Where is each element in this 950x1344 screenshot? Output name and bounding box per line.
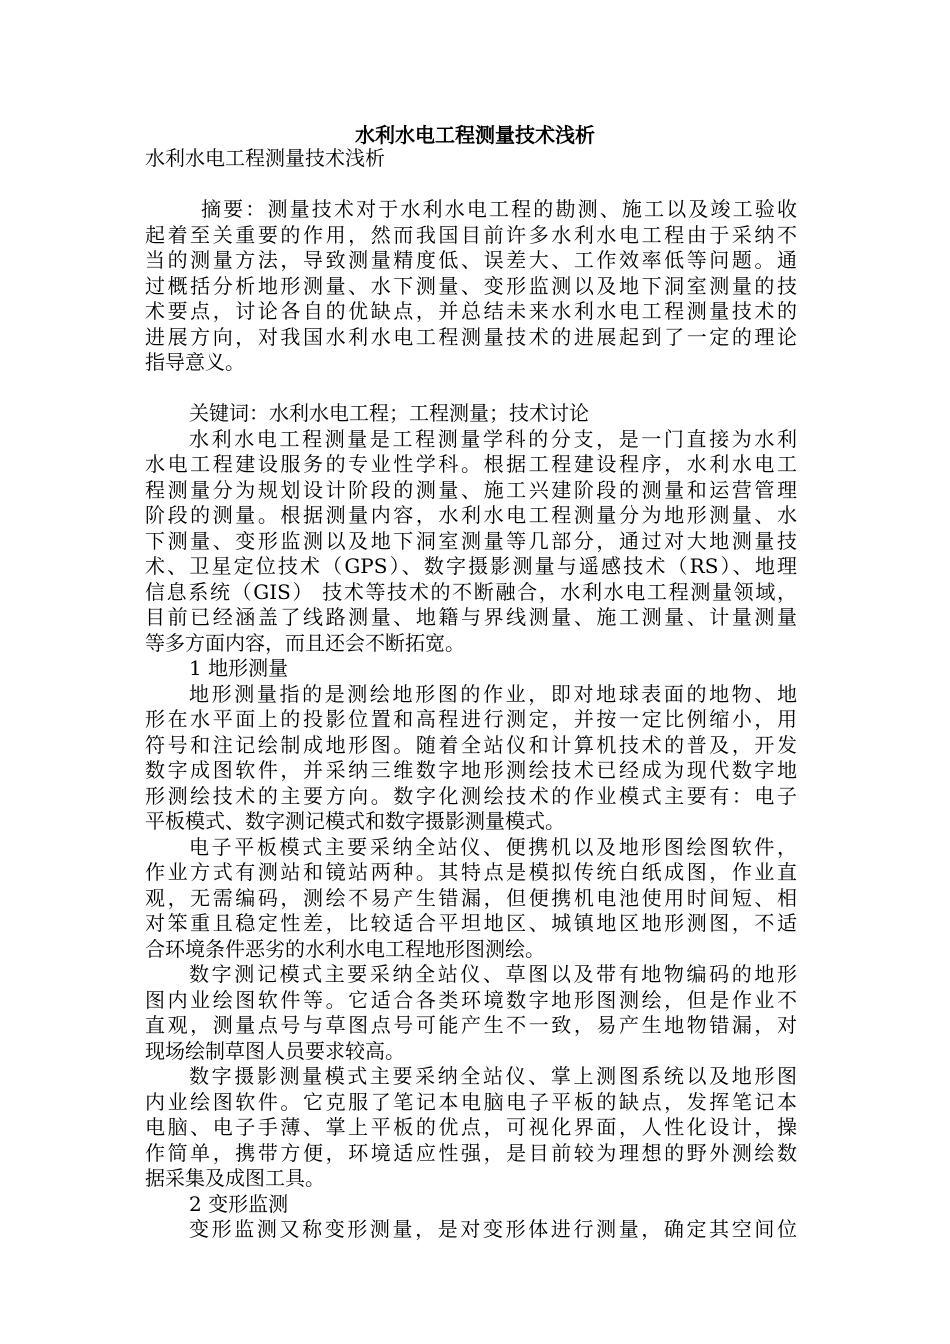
abstract-line: 指导意义。 [145,350,245,374]
paragraph-line: 据采集及成图工具。 [145,1166,325,1190]
paragraph-line: 术、卫星定位技术（GPS）、数字摄影测量与遥感技术（RS）、地理 [145,554,797,578]
document-title: 水利水电工程测量技术浅析 [355,123,595,147]
paragraph-line: 现场绘制草图人员要求较高。 [145,1038,405,1063]
paragraph-line: 内业绘图软件。它克服了笔记本电脑电子平板的缺点，发挥笔记本 [145,1089,797,1114]
paragraph-line: 电脑、电子手薄、掌上平板的优点，可视化界面，人性化设计，操 [145,1115,797,1139]
paragraph-line: 作简单，携带方便，环境适应性强，是目前较为理想的野外测绘数 [145,1140,797,1165]
paragraph-line: 下测量、变形监测以及地下洞室测量等几部分，通过对大地测量技 [145,528,797,553]
paragraph-line: 阶段的测量。根据测量内容，水利水电工程测量分为地形测量、水 [145,503,797,527]
paragraph-line: 数字成图软件，并采纳三维数字地形测绘技术已经成为现代数字地 [145,758,797,782]
blank-line [145,376,797,402]
paragraph-line: 合环境条件恶劣的水利水电工程地形图测绘。 [145,936,545,961]
paragraph-line: 电子平板模式主要采纳全站仪、便携机以及地形图绘图软件， [189,834,797,859]
paragraph-line: 符号和注记绘制成地形图。随着全站仪和计算机技术的普及，开发 [145,732,797,757]
paragraph-line: 数字摄影测量模式主要采纳全站仪、掌上测图系统以及地形图 [189,1064,797,1088]
paragraph-line: 直观，测量点号与草图点号可能产生不一致，易产生地物错漏，对 [145,1013,797,1037]
paragraph-line: 平板模式、数字测记模式和数字摄影测量模式。 [145,809,565,833]
paragraph-line: 信息系统（GIS） 技术等技术的不断融合，水利水电工程测量领域， [145,579,797,604]
abstract-line: 过概括分析地形测量、水下测量、变形监测以及地下洞室测量的技 [145,273,797,298]
section-heading-deformation: 2 变形监测 [189,1191,289,1216]
paragraph-line: 形在水平面上的投影位置和高程进行测定，并按一定比例缩小，用 [145,707,797,731]
paragraph-line: 水电工程建设服务的专业性学科。根据工程建设程序，水利水电工 [145,452,797,476]
section-heading-terrain: 1 地形测量 [189,656,289,680]
paragraph-line: 观，无需编码，测绘不易产生错漏，但便携机电池使用时间短、相 [145,885,797,910]
paragraph-line: 等多方面内容，而且还会不断拓宽。 [145,630,465,655]
paragraph-line: 数字测记模式主要采纳全站仪、草图以及带有地物编码的地形 [189,962,797,986]
paragraph-line: 对笨重且稳定性差，比较适合平坦地区、城镇地区地形测图，不适 [145,911,797,935]
paragraph-line: 形测绘技术的主要方向。数字化测绘技术的作业模式主要有：电子 [145,783,797,808]
paragraph-line: 地形测量指的是测绘地形图的作业，即对地球表面的地物、地 [189,681,797,706]
paragraph-line: 图内业绘图软件等。它适合各类环境数字地形图测绘，但是作业不 [145,987,797,1012]
abstract-line: 术要点，讨论各自的优缺点，并总结未来水利水电工程测量技术的 [145,299,797,323]
subtitle-line: 水利水电工程测量技术浅析 [145,146,385,170]
paragraph-line: 变形监测又称变形测量，是对变形体进行测量，确定其空间位 [189,1217,797,1241]
paragraph-line: 程测量分为规划设计阶段的测量、施工兴建阶段的测量和运营管理 [145,477,797,502]
abstract-line: 当的测量方法，导致测量精度低、误差大、工作效率低等问题。通 [145,248,797,272]
abstract-line: 进展方向，对我国水利水电工程测量技术的进展起到了一定的理论 [145,324,797,349]
abstract-line: 起着至关重要的作用，然而我国目前许多水利水电工程由于采纳不 [145,222,797,247]
paragraph-line: 水利水电工程测量是工程测量学科的分支，是一门直接为水利 [189,426,797,451]
paragraph-line: 作业方式有测站和镜站两种。其特点是模拟传统白纸成图，作业直 [145,860,797,884]
blank-line [145,172,797,198]
paragraph-line: 目前已经涵盖了线路测量、地籍与界线测量、施工测量、计量测量 [145,605,797,629]
keywords-line: 关键词：水利水电工程；工程测量；技术讨论 [189,401,589,425]
abstract-line: 摘要：测量技术对于水利水电工程的勘测、施工以及竣工验收 [201,197,797,221]
document-body [145,146,797,1243]
